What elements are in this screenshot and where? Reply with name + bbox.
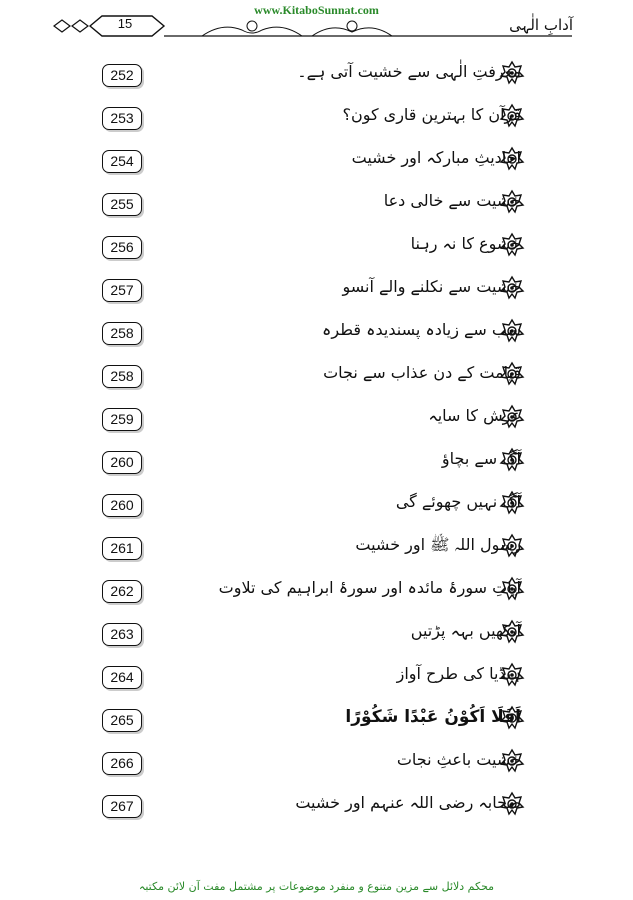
toc-entry-title: اَفَلَا اَكُوْنُ عَبْدًا شَكُوْرًا bbox=[345, 707, 521, 727]
toc-entry[interactable] bbox=[0, 107, 633, 141]
toc-entry-title: معرفتِ الٰہی سے خشیت آتی ہے۔ bbox=[297, 62, 521, 81]
toc-page-number: 254 bbox=[102, 150, 142, 173]
toc-entry-title: آیاتِ سورۂ مائدہ اور سورۂ ابراہیم کی تلاوت bbox=[218, 578, 521, 597]
toc-entry[interactable] bbox=[0, 752, 633, 786]
toc-page-number: 265 bbox=[102, 709, 142, 732]
page-number: 15 bbox=[117, 16, 133, 31]
toc-entry-title: عرش کا سایہ bbox=[428, 406, 521, 425]
toc-entry-title: خشیت باعثِ نجات bbox=[396, 750, 521, 769]
toc-entry[interactable] bbox=[0, 150, 633, 184]
site-url[interactable]: www.KitaboSunnat.com bbox=[254, 3, 379, 17]
toc-entry[interactable] bbox=[0, 709, 633, 743]
footer-promo: محکم دلائل سے مزین متنوع و منفرد موضوعات پر مشتمل مفت آن لائن مکتبہ bbox=[138, 880, 495, 893]
toc-entry[interactable] bbox=[0, 494, 633, 528]
toc-entry-title: رسول اللہ ﷺ اور خشیت bbox=[355, 535, 521, 554]
toc-page-number: 258 bbox=[102, 322, 142, 345]
toc-entry[interactable] bbox=[0, 322, 633, 356]
toc-page-number: 258 bbox=[102, 365, 142, 388]
toc-entry[interactable] bbox=[0, 236, 633, 270]
toc-entry-title: خشیت سے نکلنے والے آنسو bbox=[342, 277, 521, 296]
toc-page-number: 261 bbox=[102, 537, 142, 560]
toc-entry[interactable] bbox=[0, 580, 633, 614]
toc-entry-title: آگ نہیں چھوئے گی bbox=[395, 492, 521, 511]
toc-page-number: 252 bbox=[102, 64, 142, 87]
toc-page-number: 255 bbox=[102, 193, 142, 216]
toc-entry[interactable] bbox=[0, 666, 633, 700]
toc-page-number: 266 bbox=[102, 752, 142, 775]
toc-entry[interactable] bbox=[0, 408, 633, 442]
toc-page-number: 256 bbox=[102, 236, 142, 259]
toc-entry[interactable] bbox=[0, 537, 633, 571]
toc-entry[interactable] bbox=[0, 279, 633, 313]
toc-entry-title: خشیت سے خالی دعا bbox=[383, 191, 521, 210]
toc-entry[interactable] bbox=[0, 365, 633, 399]
toc-page-number: 257 bbox=[102, 279, 142, 302]
toc-entry-title: سب سے زیادہ پسندیدہ قطرہ bbox=[322, 320, 521, 339]
toc-entry-title: آنکھیں بہہ پڑتیں bbox=[410, 621, 521, 640]
toc-page-number: 267 bbox=[102, 795, 142, 818]
toc-page-number: 262 bbox=[102, 580, 142, 603]
toc-page-number: 253 bbox=[102, 107, 142, 130]
toc-entry-title: آگ سے بچاؤ bbox=[441, 449, 521, 468]
toc-entry[interactable] bbox=[0, 451, 633, 485]
toc-page-number: 260 bbox=[102, 494, 142, 517]
toc-entry-title: خشوع کا نہ رہنا bbox=[410, 234, 521, 253]
toc-entry[interactable] bbox=[0, 193, 633, 227]
running-title: آدابِ الٰہی bbox=[509, 16, 573, 34]
toc-page-number: 260 bbox=[102, 451, 142, 474]
toc-page-number: 259 bbox=[102, 408, 142, 431]
toc-entry[interactable] bbox=[0, 623, 633, 657]
toc-entry-title: احادیثِ مبارکہ اور خشیت bbox=[351, 148, 521, 167]
toc-entry[interactable] bbox=[0, 64, 633, 98]
toc-entry-title: صحابہ رضی اللہ عنہم اور خشیت bbox=[295, 793, 521, 812]
page-header bbox=[52, 12, 580, 52]
toc-page-number: 263 bbox=[102, 623, 142, 646]
toc-page-number: 264 bbox=[102, 666, 142, 689]
toc-entry[interactable] bbox=[0, 795, 633, 829]
toc-entry-title: ہنڈیا کی طرح آواز bbox=[396, 664, 521, 683]
toc-entry-title: قیامت کے دن عذاب سے نجات bbox=[323, 363, 521, 382]
toc-entry-title: قرآن کا بہترین قاری کون؟ bbox=[342, 105, 521, 124]
